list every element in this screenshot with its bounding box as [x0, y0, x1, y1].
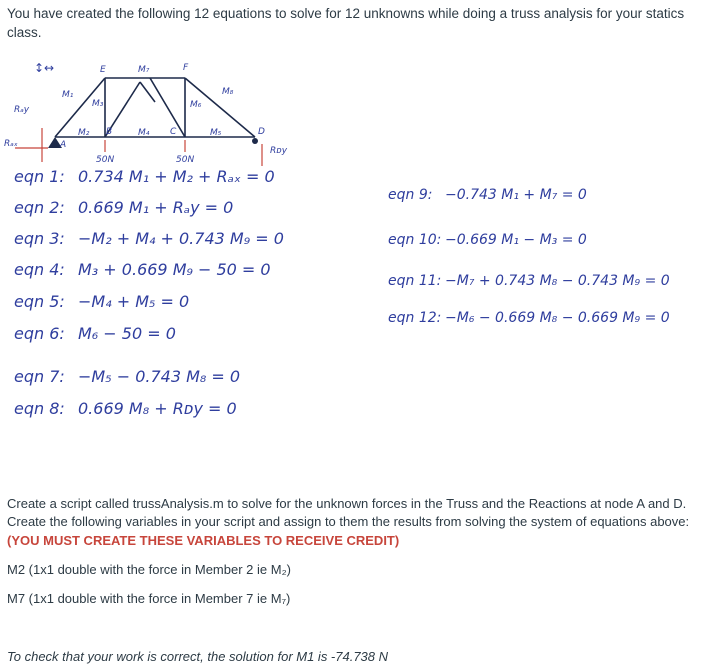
check-note: To check that your work is correct, the solution for M1 is -74.738 N — [7, 649, 389, 664]
label-m7: M₇ — [138, 65, 150, 75]
variable-m2: M2 (1x1 double with the force in Member 2 ie M₂) — [7, 562, 291, 577]
eqn12-label: eqn 12: — [388, 310, 442, 326]
member-c — [150, 78, 185, 137]
axes-label: ↕︎↔ — [34, 61, 55, 75]
label-m8: M₈ — [222, 87, 234, 97]
eqn3-label: eqn 3: — [14, 229, 65, 248]
eqn8-expr: 0.669 M₈ + Rᴅy = 0 — [78, 399, 237, 418]
node-b-label: B — [106, 127, 113, 137]
label-m3: M₃ — [92, 99, 104, 109]
label-m4: M₄ — [138, 128, 150, 138]
eqn6-label: eqn 6: — [14, 324, 65, 343]
eqn7-expr: −M₅ − 0.743 M₈ = 0 — [78, 367, 241, 386]
node-f-label: F — [183, 63, 189, 73]
rax-label: Rₐₓ — [4, 139, 18, 149]
node-e-label: E — [100, 65, 106, 75]
eqn7-label: eqn 7: — [14, 367, 65, 386]
variable-m7: M7 (1x1 double with the force in Member 7 ie M₇) — [7, 591, 291, 606]
label-m2: M₂ — [78, 128, 90, 138]
intro-text: You have created the following 12 equations to solve for 12 unknowns while doing a truss analysis for your statics class. — [7, 6, 685, 40]
eqn4-expr: M₃ + 0.669 M₉ − 50 = 0 — [78, 260, 271, 279]
truss-and-equations-figure — [0, 52, 726, 492]
load1-label: 50N — [96, 155, 115, 165]
support-d — [252, 138, 258, 144]
eqn2-label: eqn 2: — [14, 198, 65, 217]
eqn10-label: eqn 10: — [388, 232, 442, 248]
eqn12-expr: −M₆ − 0.669 M₈ − 0.669 M₉ = 0 — [445, 310, 670, 326]
member-9b — [140, 82, 155, 102]
eqn1-expr: 0.734 M₁ + M₂ + Rₐₓ = 0 — [78, 167, 275, 186]
node-c-label: C — [170, 127, 177, 137]
rdy-label: Rᴅy — [270, 146, 288, 156]
eqn8-label: eqn 8: — [14, 399, 65, 418]
eqn11-expr: −M₇ + 0.743 M₈ − 0.743 M₉ = 0 — [445, 273, 670, 289]
eqn2-expr: 0.669 M₁ + Rₐy = 0 — [78, 198, 234, 217]
eqn9-label: eqn 9: — [388, 187, 433, 203]
eqn3-expr: −M₂ + M₄ + 0.743 M₉ = 0 — [78, 229, 284, 248]
eqn4-label: eqn 4: — [14, 260, 65, 279]
equations-left — [14, 167, 284, 418]
eqn5-expr: −M₄ + M₅ = 0 — [78, 292, 190, 311]
eqn6-expr: M₆ − 50 = 0 — [78, 324, 176, 343]
eqn1-label: eqn 1: — [14, 167, 65, 186]
label-m1: M₁ — [62, 90, 74, 100]
eqn10-expr: −0.669 M₁ − M₃ = 0 — [445, 232, 587, 248]
eqn5-label: eqn 5: — [14, 292, 65, 311]
credit-warning: (YOU MUST CREATE THESE VARIABLES TO RECEIVE CREDIT) — [7, 533, 400, 548]
eqn9-expr: −0.743 M₁ + M₇ = 0 — [445, 187, 587, 203]
load2-label: 50N — [176, 155, 195, 165]
eqn11-label: eqn 11: — [388, 273, 442, 289]
ray-label: Rₐy — [14, 105, 30, 115]
label-m6: M₆ — [190, 100, 202, 110]
node-d-label: D — [258, 127, 265, 137]
label-m5: M₅ — [210, 128, 222, 138]
node-a-label: A — [60, 140, 67, 150]
equations-right — [388, 187, 670, 326]
instructions-text: Create a script called trussAnalysis.m to solve for the unknown forces in the Truss and the Reactions at node A and D. Create the following variables in your script and assign to them the results from solving the system of equations above: — [7, 496, 690, 529]
